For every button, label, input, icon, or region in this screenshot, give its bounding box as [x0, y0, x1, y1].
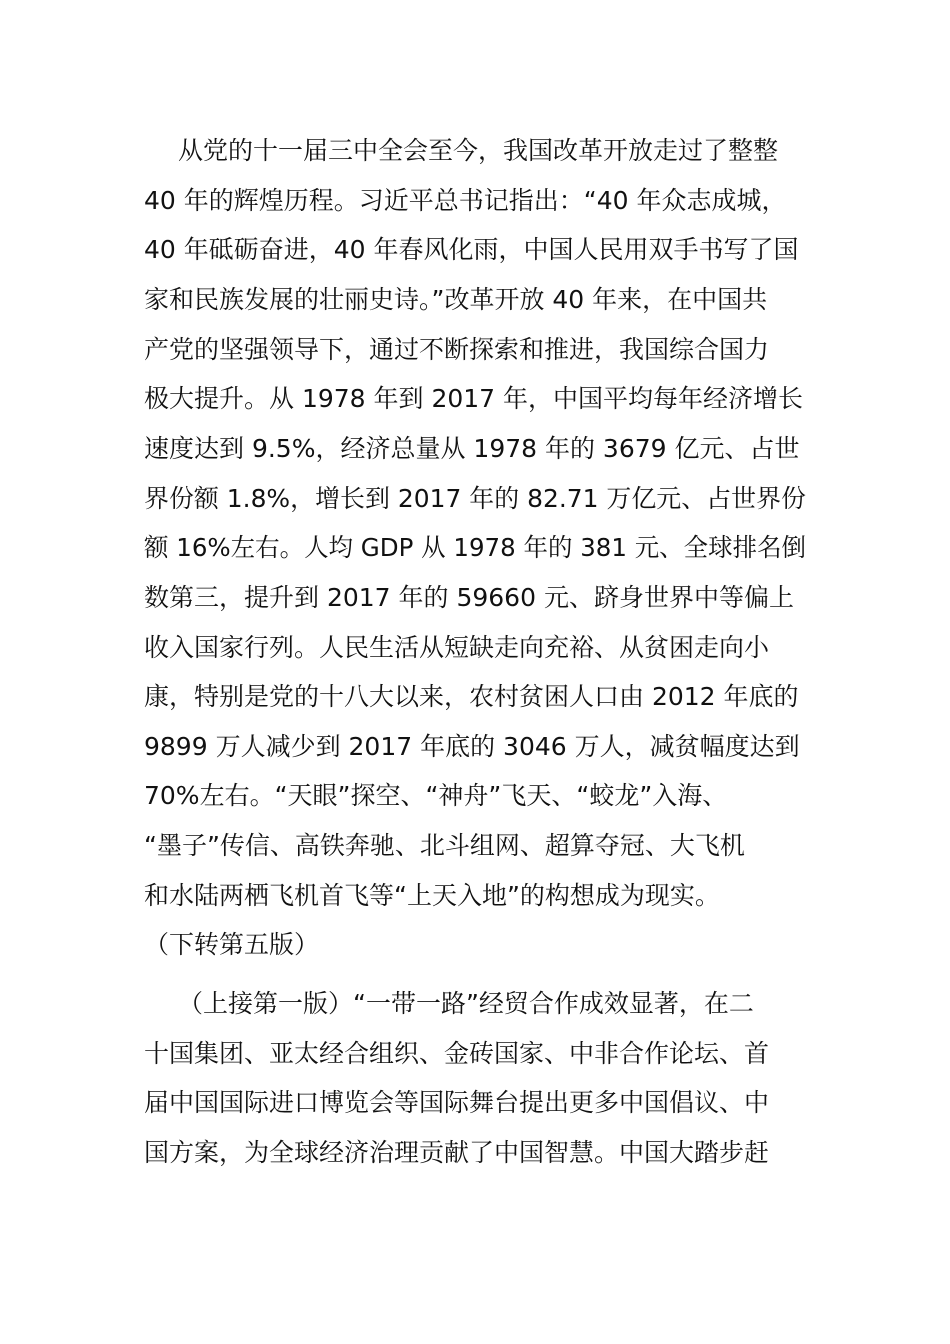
- text-line: 家和民族发展的壮丽史诗。”改革开放 40 年来，在中国共: [144, 285, 768, 314]
- text-line: 和水陆两栖飞机首飞等“上天入地”的构想成为现实。: [144, 881, 720, 910]
- text-line: 70%左右。“天眼”探空、“神舟”飞天、“蛟龙”入海、: [144, 781, 728, 810]
- text-line: 数第三，提升到 2017 年的 59660 元、跻身世界中等偏上: [144, 583, 794, 612]
- text-line: 40 年砥砺奋进，40 年春风化雨，中国人民用双手书写了国: [144, 235, 799, 264]
- text-line: 极大提升。从 1978 年到 2017 年，中国平均每年经济增长: [144, 384, 804, 413]
- text-line: “墨子”传信、高铁奔驰、北斗组网、超算夺冠、大飞机: [144, 831, 745, 860]
- text-line: 康，特别是党的十八大以来，农村贫困人口由 2012 年底的: [144, 682, 799, 711]
- text-line: 9899 万人减少到 2017 年底的 3046 万人，减贫幅度达到: [144, 732, 800, 761]
- text-line: 速度达到 9.5%，经济总量从 1978 年的 3679 亿元、占世: [144, 434, 800, 463]
- text-line: 十国集团、亚太经合组织、金砖国家、中非合作论坛、首: [144, 1039, 770, 1068]
- text-line: 国方案，为全球经济治理贡献了中国智慧。中国大踏步赶: [144, 1138, 770, 1167]
- text-line: 额 16%左右。人均 GDP 从 1978 年的 381 元、全球排名倒: [144, 533, 807, 562]
- text-line: （上接第一版）“一带一路”经贸合作成效显著，在二: [178, 989, 754, 1018]
- text-line: 届中国国际进口博览会等国际舞台提出更多中国倡议、中: [144, 1088, 770, 1117]
- text-line: 40 年的辉煌历程。习近平总书记指出：“40 年众志成城，: [144, 186, 787, 215]
- text-line: 界份额 1.8%，增长到 2017 年的 82.71 万亿元、占世界份: [144, 484, 806, 513]
- text-line: 产党的坚强领导下，通过不断探索和推进，我国综合国力: [144, 335, 770, 364]
- text-line: 从党的十一届三中全会至今，我国改革开放走过了整整: [178, 136, 779, 165]
- text-line: 收入国家行列。人民生活从短缺走向充裕、从贫困走向小: [144, 633, 770, 662]
- continuation-note: （下转第五版）: [144, 930, 320, 959]
